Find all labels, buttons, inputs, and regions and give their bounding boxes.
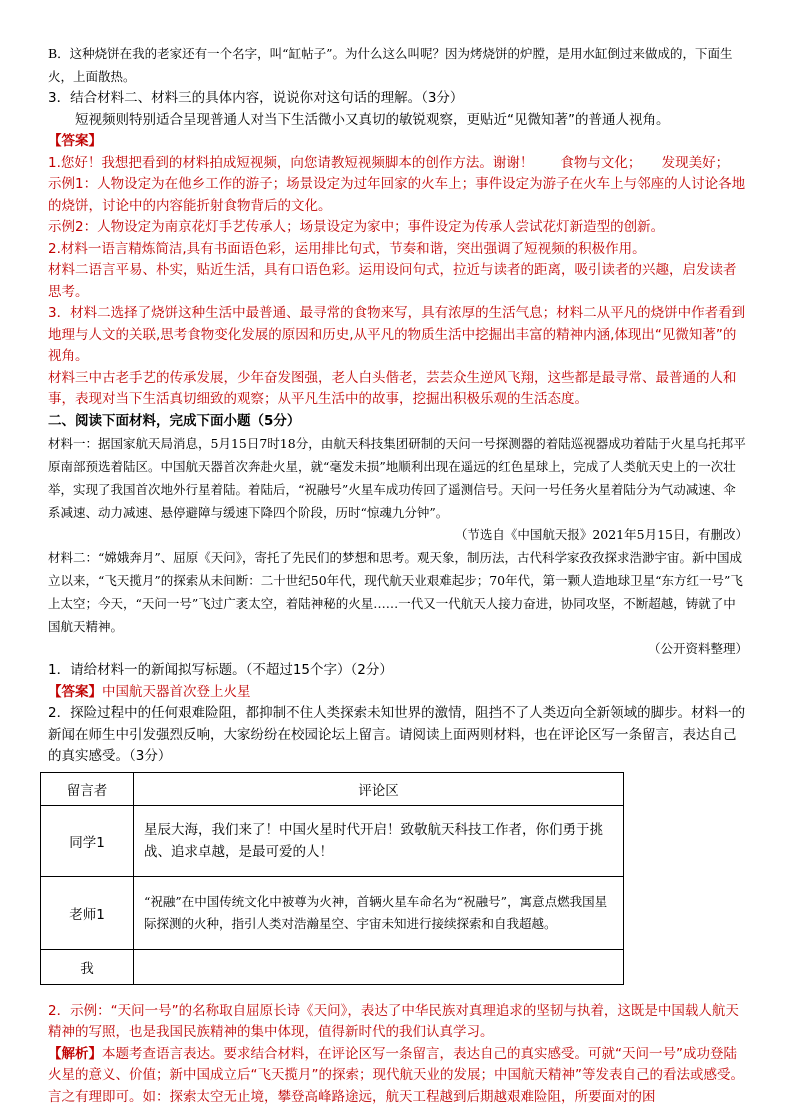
section-2-heading: 二、阅读下面材料，完成下面小题（5分）	[48, 412, 301, 429]
question-2: 2．探险过程中的任何艰难险阻，都抑制不住人类探索未知世界的激情，阻挡不了人类迈向全新领域的脚步。材料一的新闻在师生中引发强烈反响，大家纷纷在校园论坛上留言。请阅读上面两则材料，也在评论区写一条留言，表达自己的真实感受。（3分）	[48, 705, 746, 764]
comment-text: 星辰大海，我们来了！中国火星时代开启！致敬航天科技工作者，你们勇于挑战、追求卓越，是最可爱的人！	[134, 805, 624, 876]
material-2-source: （公开资料整理）	[647, 641, 748, 656]
question-1-answer-label: 【答案】	[48, 683, 102, 700]
material-2: 材料二：“嫦娥奔月”、屈原《天问》，寄托了先民们的梦想和思考。观天象，制历法，古代科学家孜孜探求浩渺宇宙。新中国成立以来，“飞天揽月”的探索从未间断：二十世纪50年代，现代航天业艰难起步；70年代，第一颗人造地球卫星“东方红一号”飞上太空；今天，“天问一号”飞过广袤太空，着陆神秘的火星……一代又一代航天人接力奋进，协同攻坚，不断超越，铸就了中国航天精神。	[48, 550, 743, 634]
question-3-quote: 短视频则特别适合呈现普通人对当下生活微小又真切的敏锐观察，更贴近“见微知著”的普通人视角。	[75, 111, 670, 128]
question-1-answer	[48, 682, 748, 704]
answer-2: 2.材料一语言精炼简洁,具有书面语色彩，运用排比句式，节奏和谐，突出强调了短视频的积极作用。	[48, 240, 646, 257]
answer-1: 1.您好！我想把看到的材料拍成短视频，向您请教短视频脚本的创作方法。谢谢！ 食物与文化； 发现美好； 示例1：人物设定为在他乡工作的游子；场景设定为过年回家的火车上；事件设定为游子在火车上与邻座的人讨论各地的烧饼，讨论中的内容能折射食物背后的文化。	[48, 154, 750, 214]
comment-author: 同学1	[41, 805, 134, 876]
analysis	[48, 1044, 748, 1109]
comment-text: “祝融”在中国传统文化中被尊为火神，首辆火星车命名为“祝融号”，寓意点燃我国星际探测的火种，指引人类对浩瀚星空、宇宙未知进行接续探索和自我超越。	[134, 876, 624, 949]
comment-text-blank	[134, 949, 624, 984]
question-1: 1．请给材料一的新闻拟写标题。（不超过15个字）（2分）	[48, 662, 393, 678]
comment-author: 老师1	[41, 876, 134, 949]
answer-3: 3．材料二选择了烧饼这种生活中最普通、最寻常的食物来写，具有浓厚的生活气息；材料二从平凡的烧饼中作者看到地理与人文的关联,思考食物变化发展的原因和历史,从平凡的物质生活中挖掘出丰富的精神内涵,体现出“见微知著”的视角。	[48, 305, 746, 364]
table-row	[41, 805, 624, 876]
column-header-author: 留言者	[41, 772, 134, 805]
option-b-text: B．这种烧饼在我的老家还有一个名字，叫“缸帖子”。为什么这么叫呢？因为烤烧饼的炉膛，是用水缸倒过来做成的，下面生火，上面散热。	[48, 46, 733, 84]
answer-3-continued: 材料三中古老手艺的传承发展，少年奋发图强，老人白头偕老，芸芸众生逆风飞翔，这些都是最寻常、最普通的人和事，表现对当下生活真切细致的观察；从平凡生活中的故事，挖掘出积极乐观的生活态度。	[48, 369, 737, 407]
material-1: 材料一：据国家航天局消息，5月15日7时18分，由航天科技集团研制的天问一号探测器的着陆巡视器成功着陆于火星乌托邦平原南部预选着陆区。中国航天器首次奔赴火星，就“毫发未损”地顺利出现在遥远的红色星球上，完成了人类航天史上的一次壮举，实现了我国首次地外行星着陆。着陆后，“祝融号”火星车成功传回了遥测信号。天问一号任务火星着陆分为气动减速、伞系减速、动力减速、悬停避障与缓速下降四个阶段，历时“惊魂九分钟”。	[48, 436, 746, 520]
comment-author: 我	[41, 949, 134, 984]
answer-2-continued: 材料二语言平易、朴实，贴近生活，具有口语色彩。运用设问句式，拉近与读者的距离，吸引读者的兴趣，启发读者思考。	[48, 262, 737, 300]
analysis-label: 【解析】	[48, 1045, 102, 1062]
analysis-text: 本题考查语言表达。要求结合材料，在评论区写一条留言，表达自己的真实感受。可就“天问一号”成功登陆火星的意义、价值；新中国成立后“飞天揽月”的探索；现代航天业的发展；中国航天精神”等发表自己的看法或感受。言之有理即可。如：探索太空无止境，攀登高峰路途远，航天工程越到后期越艰难险阻，所要面对的困	[48, 1045, 744, 1105]
column-header-comment: 评论区	[134, 772, 624, 805]
question-1-answer-text: 中国航天器首次登上火星	[102, 683, 251, 700]
answer-1-example-2: 示例2：人物设定为南京花灯手艺传承人；场景设定为家中；事件设定为传承人尝试花灯新造型的创新。	[48, 219, 665, 235]
question-3: 3．结合材料二、材料三的具体内容，说说你对这句话的理解。（3分）	[48, 90, 464, 106]
material-1-source: （节选自《中国航天报》2021年5月15日，有删改）	[454, 527, 748, 542]
answer-label: 【答案】	[48, 133, 102, 149]
answer-2-example: 2．示例：“天问一号”的名称取自屈原长诗《天问》，表达了中华民族对真理追求的坚韧与执着，这既是中国载人航天精神的写照，也是我国民族精神的集中体现，值得新时代的我们认真学习。	[48, 1002, 739, 1040]
table-row	[41, 876, 624, 949]
document-page	[48, 42, 748, 1108]
table-row	[41, 949, 624, 984]
comment-table-header	[41, 772, 624, 805]
comment-table	[40, 772, 624, 985]
